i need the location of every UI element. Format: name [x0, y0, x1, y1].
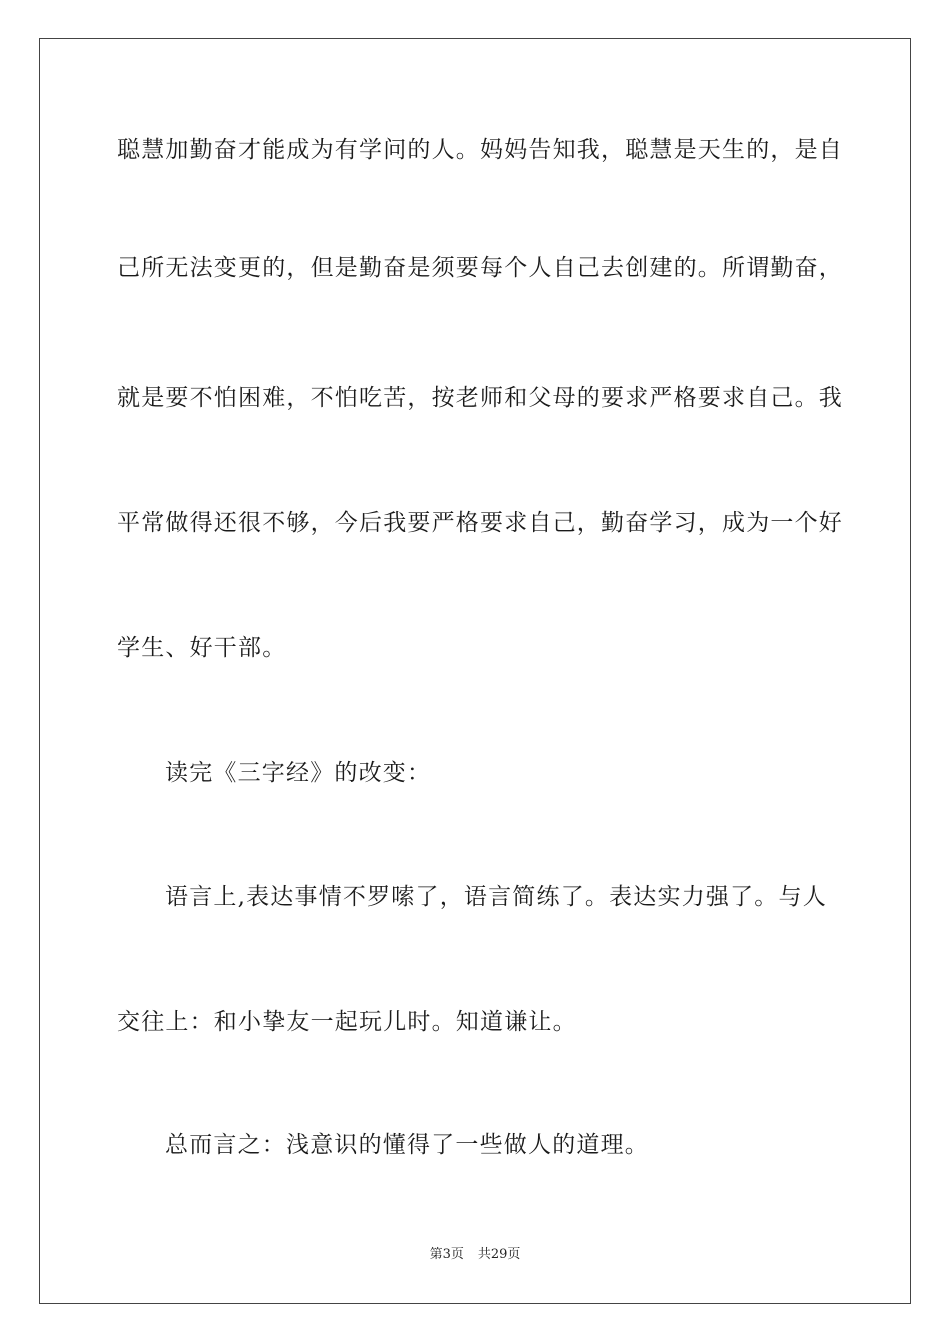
body-line-6: 语言上,表达事情不罗嗦了，语言简练了。表达实力强了。与人: [165, 884, 827, 910]
body-line-1: 聪慧加勤奋才能成为有学问的人。妈妈告知我，聪慧是天生的，是自: [117, 137, 843, 163]
body-line-8: 总而言之：浅意识的懂得了一些做人的道理。: [165, 1132, 649, 1158]
section-heading: 读完《三字经》的改变：: [165, 760, 432, 786]
body-line-7: 交往上：和小挚友一起玩儿时。知道谦让。: [117, 1009, 577, 1035]
page-number: 第3页: [429, 1247, 464, 1262]
page-footer: [0, 1246, 950, 1264]
body-line-5: 学生、好干部。: [117, 635, 287, 661]
total-pages: 共29页: [477, 1247, 521, 1262]
body-line-4: 平常做得还很不够，今后我要严格要求自己，勤奋学习，成为一个好: [117, 510, 843, 536]
page-border: [39, 38, 911, 1304]
body-line-2: 己所无法变更的，但是勤奋是须要每个人自己去创建的。所谓勤奋，: [117, 255, 843, 281]
body-line-3: 就是要不怕困难，不怕吃苦，按老师和父母的要求严格要求自己。我: [117, 385, 843, 411]
